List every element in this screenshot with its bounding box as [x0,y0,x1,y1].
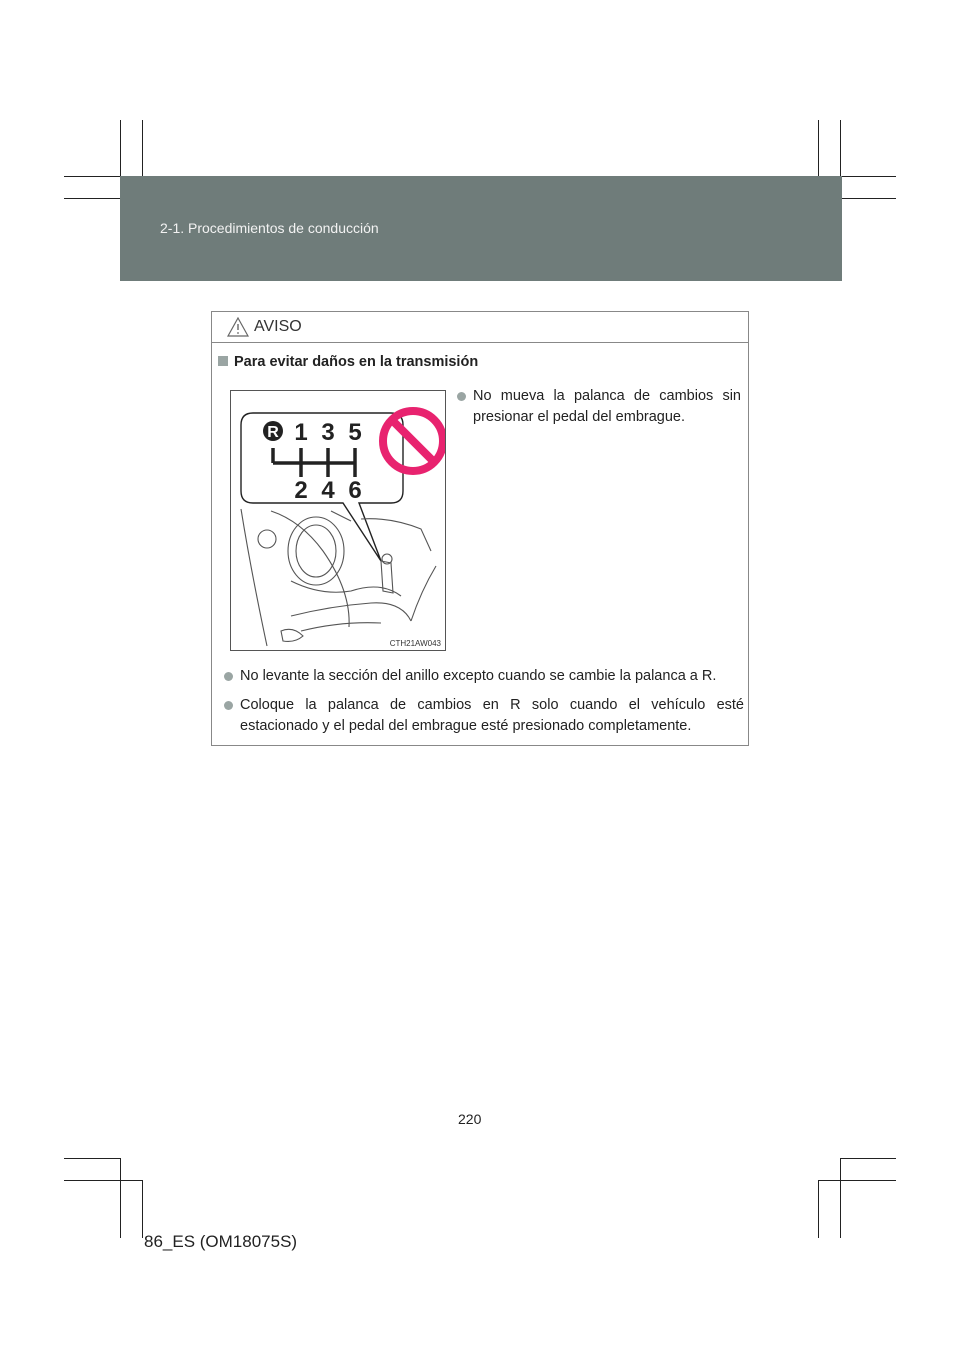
bullet-dot-icon [224,701,233,710]
warning-heading-text: Para evitar daños en la transmisión [234,354,479,370]
gear-label-5: 5 [348,419,362,446]
square-bullet-icon [218,356,228,366]
section-header-band [120,176,842,281]
warning-bullet: No levante la sección del anillo excepto cuando se cambie la palanca a R. [224,666,744,687]
crop-mark [840,1158,841,1238]
crop-mark [818,1180,819,1238]
cockpit-sketch [241,509,436,646]
crop-mark [142,120,143,176]
warning-label: AVISO [254,318,302,335]
crop-mark [142,1180,143,1238]
crop-mark [64,1180,142,1181]
figure-code: CTH21AW043 [389,639,441,648]
gear-label-r: R [267,424,279,441]
warning-bullet: No mueva la palanca de cambios sin presionar el pedal del embrague. [457,386,741,428]
bullet-dot-icon [457,392,466,401]
warning-header [212,312,748,343]
shift-lever-illustration [230,390,446,651]
crop-mark [64,198,120,199]
warning-subheading [218,354,478,370]
warning-triangle-icon [227,317,249,337]
bullet-dot-icon [224,672,233,681]
crop-mark [840,1158,896,1159]
crop-mark [818,1180,896,1181]
gear-pattern-illustration [231,391,445,650]
gear-label-6: 6 [348,477,362,504]
manual-code: 86_ES (OM18075S) [144,1232,298,1251]
gear-label-4: 4 [321,477,335,504]
crop-mark [840,198,896,199]
gear-label-1: 1 [294,419,308,446]
gear-label-3: 3 [321,419,335,446]
warning-bullet: Coloque la palanca de cambios en R solo cuando el vehículo esté estacionado y el pedal del embrague esté presionado completamente. [224,695,744,737]
crop-mark [818,120,819,176]
page-number: 220 [458,1111,482,1127]
crop-mark [120,1158,121,1238]
gear-label-2: 2 [294,477,308,504]
crop-mark [64,1158,120,1159]
section-title: 2-1. Procedimientos de conducción [160,220,379,236]
warning-box [211,311,749,746]
